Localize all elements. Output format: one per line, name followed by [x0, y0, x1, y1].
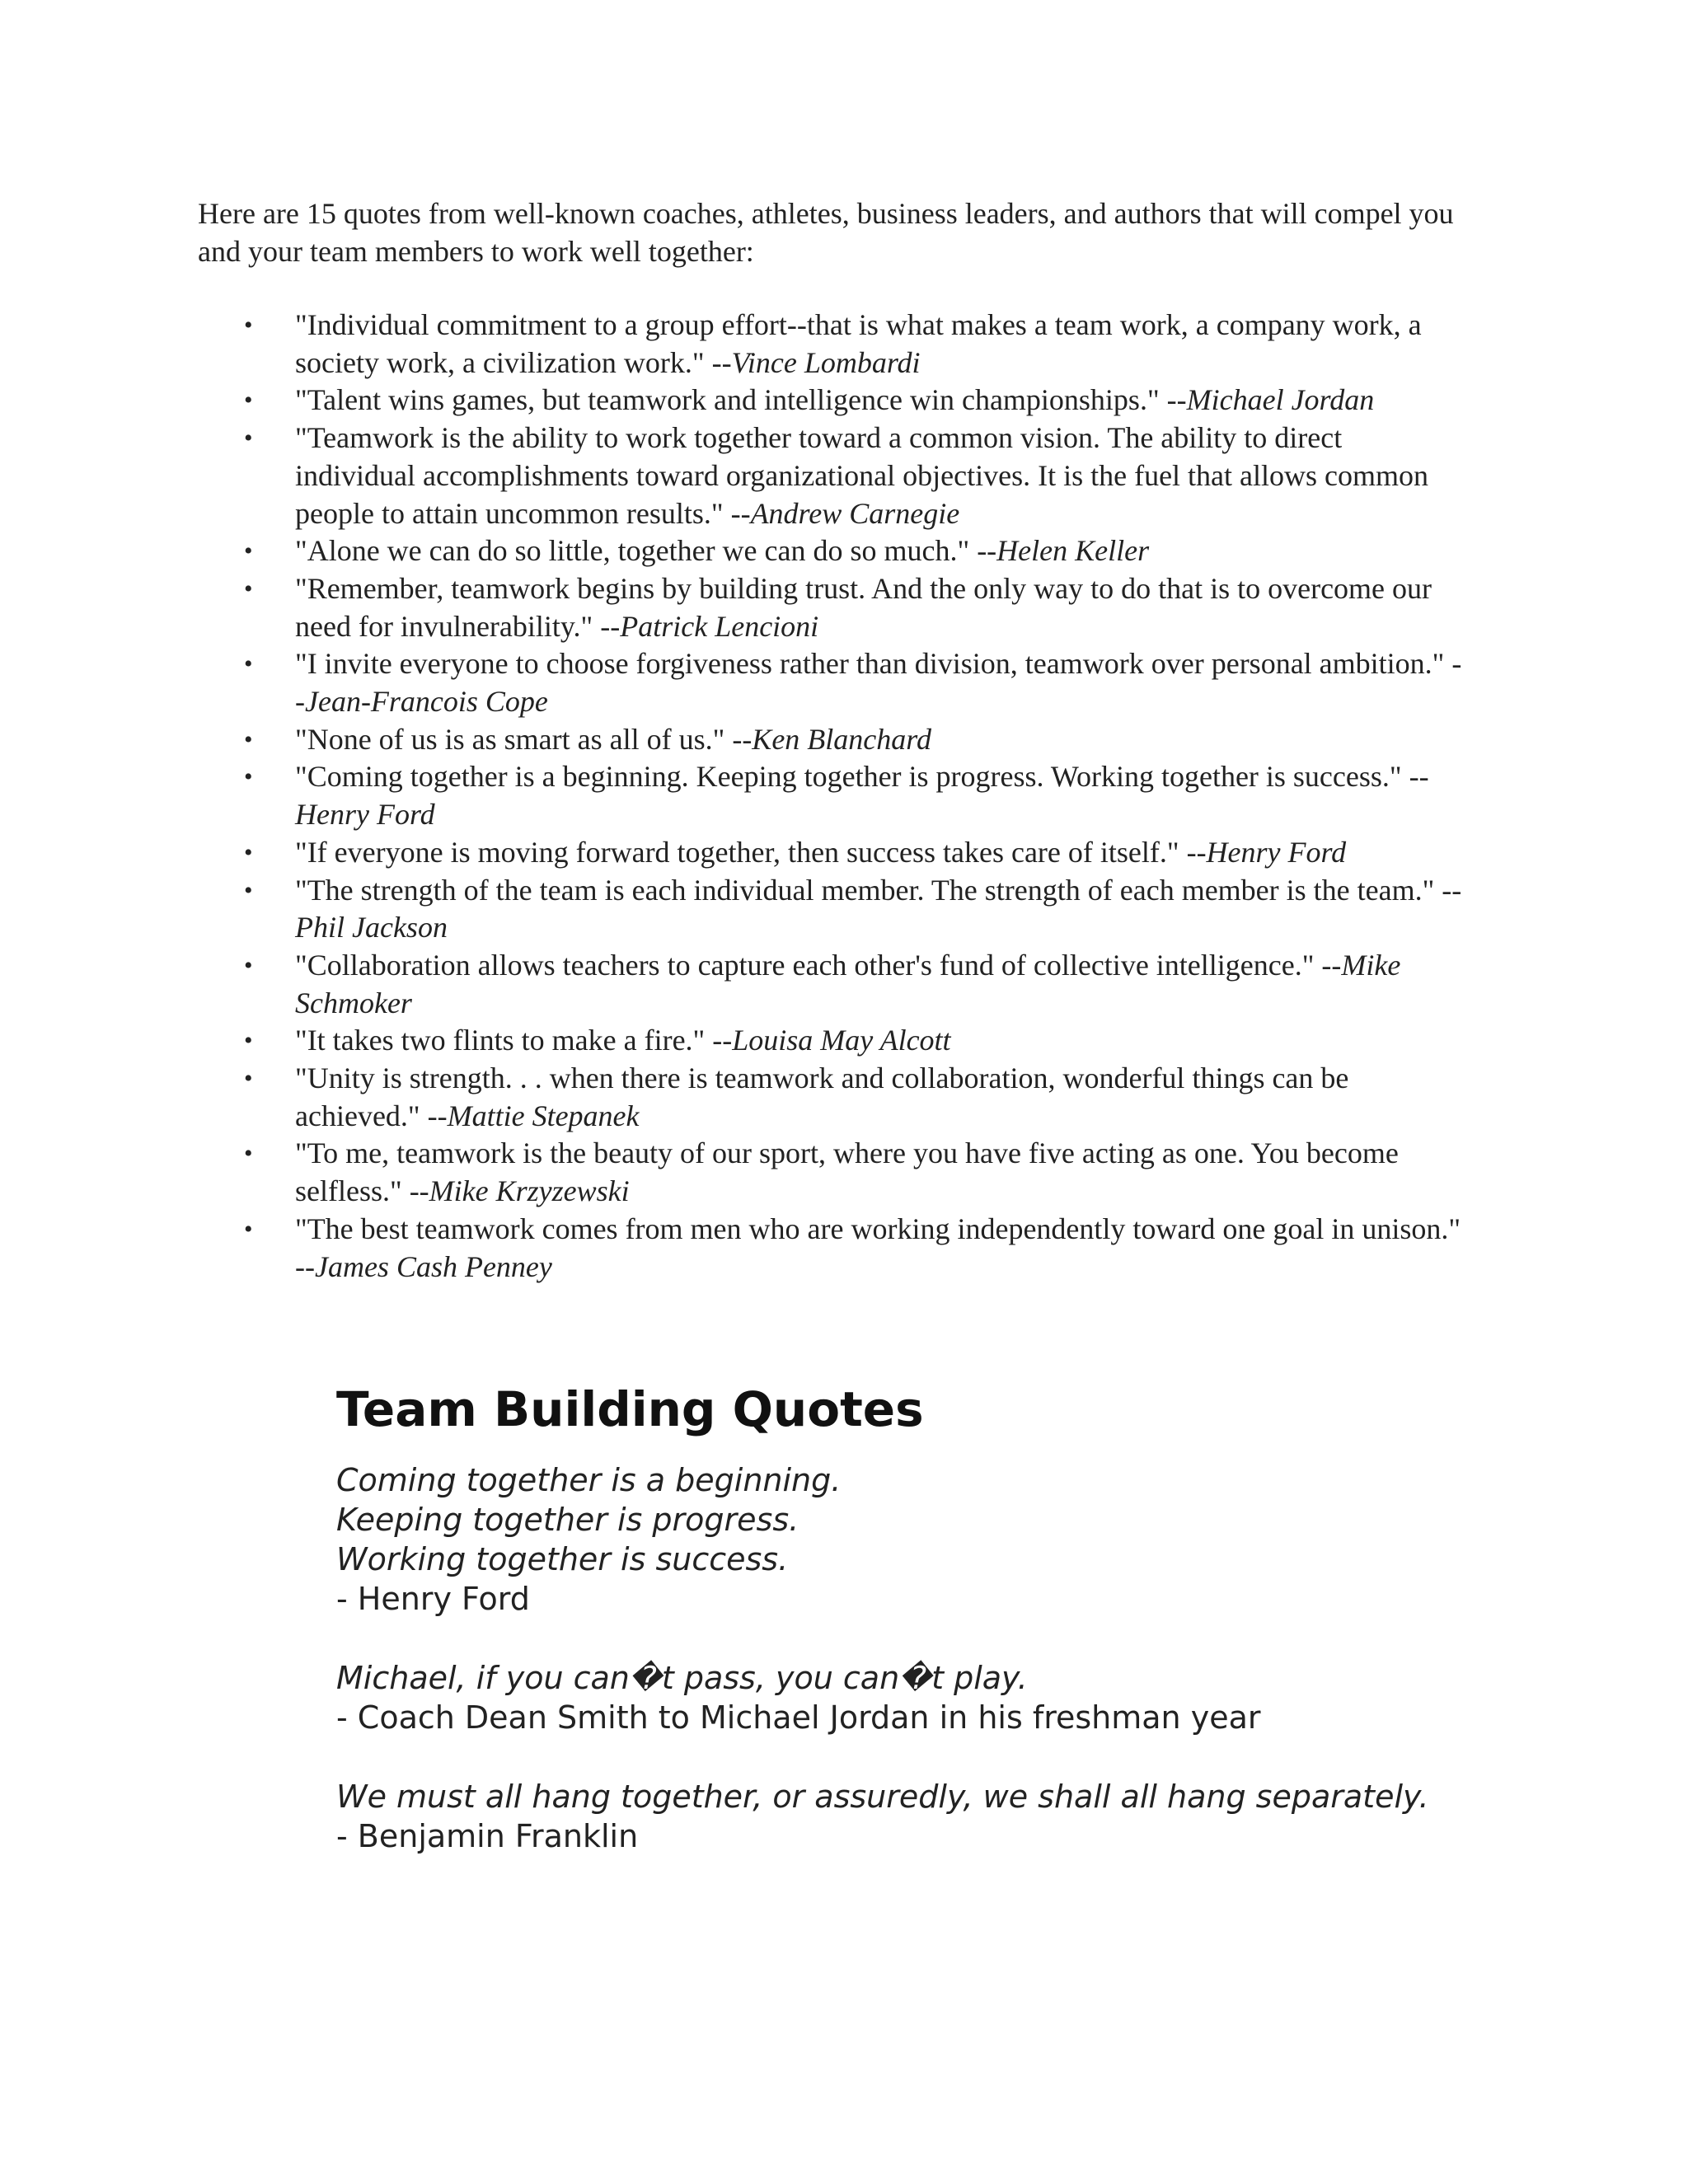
quote-text: "To me, teamwork is the beauty of our sport, where you have five acting as one. You become selfless." [295, 1137, 1399, 1208]
quote-item [0, 758, 1465, 833]
quote-text: "Coming together is a beginning. Keeping together is progress. Working together is success." [295, 760, 1402, 794]
bullet-icon: • [244, 951, 253, 979]
quote-line: Keeping together is progress. [336, 1502, 799, 1538]
section-title: Team Building Quotes [336, 1381, 924, 1437]
bullet-icon: • [244, 838, 253, 866]
quote-text: "The best teamwork comes from men who are working independently toward one goal in unison." [295, 1212, 1461, 1245]
bullet-icon: • [244, 725, 253, 753]
quote-author: --Henry Ford [1186, 835, 1347, 869]
quote-author: --Ken Blanchard [732, 722, 931, 756]
quote-text: "I invite everyone to choose forgiveness rather than division, teamwork over personal ambition." [295, 647, 1445, 681]
quote-item [0, 872, 1465, 947]
quote-author: --Mike Schmoker [295, 948, 1401, 1019]
quote-author: --Phil Jackson [295, 873, 1462, 944]
bullet-icon: • [244, 574, 253, 602]
quote-item [0, 1211, 1465, 1286]
quote-author: --Michael Jordan [1166, 383, 1375, 417]
bullet-icon: • [244, 1027, 253, 1055]
quote-text: "It takes two flints to make a fire." [295, 1024, 706, 1057]
quote-text: "None of us is as smart as all of us." [295, 722, 725, 756]
quote-attribution: - Henry Ford [336, 1581, 530, 1617]
quote-text: "The strength of the team is each individual member. The strength of each member is the team." [295, 873, 1435, 907]
bullet-icon: • [244, 1215, 253, 1243]
quote-item [0, 947, 1465, 1022]
quote-attribution: - Coach Dean Smith to Michael Jordan in his freshman year [336, 1699, 1261, 1736]
quote-text: "Alone we can do so little, together we can do so much." [295, 534, 970, 568]
quote-author: --Louisa May Alcott [712, 1024, 951, 1057]
quote-author: --Mike Krzyzewski [409, 1174, 630, 1208]
quote-text: "Collaboration allows teachers to capture each other's fund of collective intelligence." [295, 948, 1315, 982]
quote-block-dean-smith [336, 1658, 1490, 1737]
quote-item [0, 1022, 1465, 1060]
quote-line: We must all hang together, or assuredly, we shall all hang separately. [336, 1779, 1429, 1815]
team-building-quotes-section [336, 1378, 1490, 1896]
bullet-icon: • [244, 876, 253, 904]
quote-item [0, 307, 1465, 382]
quote-author: --Vince Lombardi [711, 345, 921, 379]
quote-item [0, 1135, 1465, 1210]
bullet-icon: • [244, 763, 253, 791]
quote-line: Coming together is a beginning. [336, 1462, 842, 1498]
bullet-icon: • [244, 1065, 253, 1093]
quote-text: "Remember, teamwork begins by building trust. And the only way to do that is to overcome our need for invulnerability." [295, 571, 1432, 643]
quote-item [0, 382, 1465, 419]
quote-line: Working together is success. [336, 1541, 789, 1577]
bullet-icon: • [244, 312, 253, 339]
quote-list [0, 307, 1688, 1286]
quote-block-benjamin-franklin [336, 1777, 1490, 1856]
quote-attribution: - Benjamin Franklin [336, 1818, 639, 1854]
bullet-icon: • [244, 1140, 253, 1168]
quote-item [0, 721, 1465, 759]
quote-author: --Jean-Francois Cope [295, 647, 1462, 719]
bullet-icon: • [244, 387, 253, 415]
bullet-icon: • [244, 424, 253, 452]
quote-item [0, 570, 1465, 645]
quote-author: --Andrew Carnegie [730, 496, 960, 530]
intro-paragraph: Here are 15 quotes from well-known coaches, athletes, business leaders, and authors that will compel you and your team members to work well together: [198, 197, 1454, 268]
quote-text: "Talent wins games, but teamwork and intelligence win championships." [295, 383, 1160, 417]
quote-item [0, 645, 1465, 720]
quote-text: "If everyone is moving forward together, then success takes care of itself." [295, 835, 1179, 869]
quote-item [0, 419, 1465, 532]
quote-text: "Individual commitment to a group effort--that is what makes a team work, a company work, a society work, a civilization work." [295, 308, 1422, 379]
bullet-icon: • [244, 537, 253, 565]
quote-text: "Teamwork is the ability to work together toward a common vision. The ability to direct individual accomplishments toward organizational objectives. It is the fuel that allows common people to attain uncommon results." [295, 421, 1429, 530]
quote-author: --Helen Keller [977, 534, 1150, 568]
quote-author: --Henry Ford [295, 760, 1429, 832]
bullet-icon: • [244, 650, 253, 678]
quote-block-henry-ford [336, 1460, 1490, 1619]
quote-author: --James Cash Penney [295, 1249, 552, 1283]
quote-item [0, 1060, 1465, 1135]
quote-author: --Mattie Stepanek [427, 1099, 640, 1132]
quote-author: --Patrick Lencioni [600, 609, 819, 643]
quote-item [0, 532, 1465, 570]
quote-line: Michael, if you can�t pass, you can�t play. [336, 1660, 1028, 1696]
quote-text: "Unity is strength. . . when there is teamwork and collaboration, wonderful things can be achieved." [295, 1062, 1349, 1132]
quote-item [0, 834, 1465, 872]
